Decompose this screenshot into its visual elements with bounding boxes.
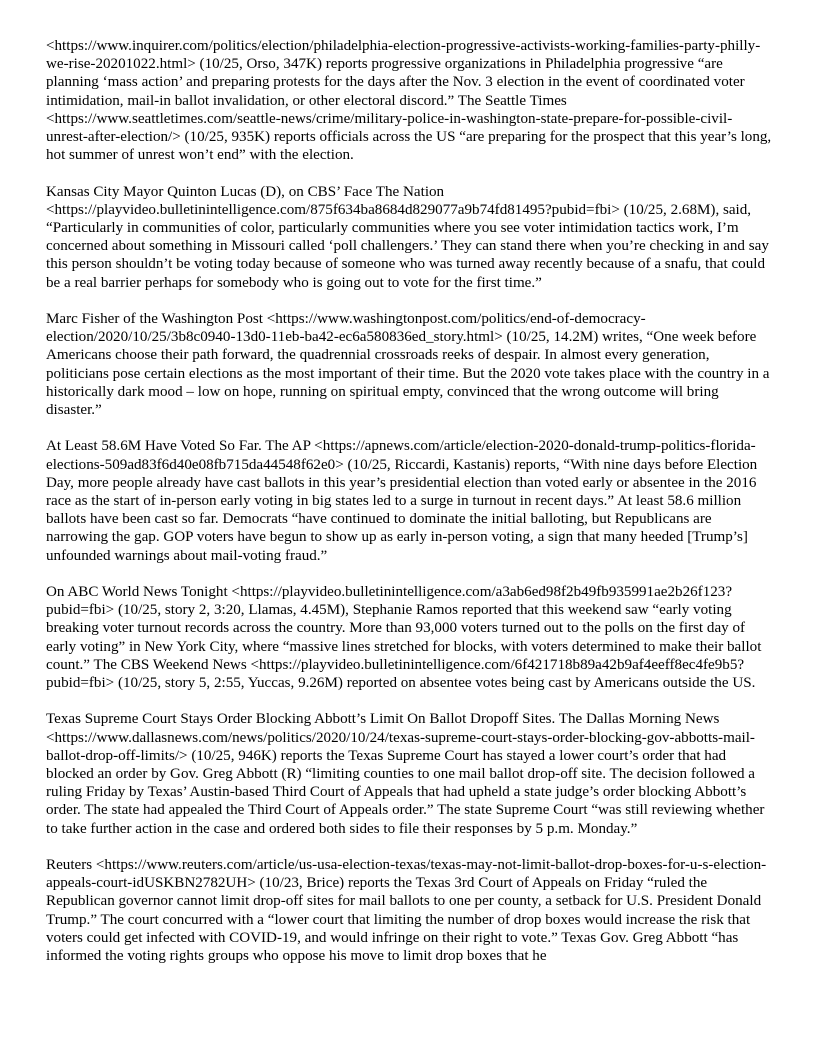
paragraph-marc-fisher: Marc Fisher of the Washington Post <https://www.washingtonpost.com/politics/end-of-democracy-election/2020/10/25/3b8c0940-13d0-11eb-ba42-ec6a580836ed_story.html> (10/25, 14.2M) writes, “One week before Americans choose their path forward, the quadrennial crossroads reeks of despair. In almost every generation, politicians pose certain elections as the most important of their time. But the 2020 vote takes place with the country in a historically dark mood – low on hope, running on spiritual empty, convinced that the wrong outcome will bring disaster.” (46, 311, 770, 419)
paragraph-texas-supreme-court: Texas Supreme Court Stays Order Blocking Abbott’s Limit On Ballot Dropoff Sites. The Dallas Morning News <https://www.dallasnews.com/news/politics/2020/10/24/texas-supreme-court-stays-order-blocking-gov-abbotts-mail-ballot-drop-off-limits/> (10/25, 946K) reports the Texas Supreme Court has stayed a lower court’s order that had blocked an order by Gov. Greg Abbott (R) “limiting counties to one mail ballot drop-off site. The decision followed a ruling Friday by Texas’ Austin-based Third Court of Appeals that had upheld a state judge’s order blocking Abbott’s order. The state had appealed the Third Court of Appeals order.” The state Supreme Court “was still reviewing whether to take further action in the case and ordered both sides to file their responses by 5 p.m. Monday.” (46, 711, 765, 837)
document-page (46, 37, 772, 965)
paragraph-protest-preparations: <https://www.inquirer.com/politics/election/philadelphia-election-progressive-activists-working-families-party-philly-we-rise-20201022.html> (10/25, Orso, 347K) reports progressive organizations in Philadelphia progressive “are planning ‘mass action’ and preparing protests for the days after the Nov. 3 election in the event of coordinated voter intimidation, mail-in ballot invalidation, or other electoral discord.” The Seattle Times <https://www.seattletimes.com/seattle-news/crime/military-police-in-washington-state-prepare-for-possible-civil-unrest-after-election/> (10/25, 935K) reports officials across the US “are preparing for the prospect that this year’s long, hot summer of unrest won’t end” with the election. (46, 38, 772, 164)
paragraph-early-voting-totals: At Least 58.6M Have Voted So Far. The AP <https://apnews.com/article/election-2020-donald-trump-politics-florida-elections-509ad83f6d40e08fb715da44548f62e0> (10/25, Riccardi, Kastanis) reports, “With nine days before Election Day, more people already have cast ballots in this year’s presidential election than voted early or absentee in the 2016 race as the start of in-person early voting in big states led to a surge in turnout in recent days.” At least 58.6 million ballots have been cast so far. Democrats “have continued to dominate the initial balloting, but Republicans are narrowing the gap. GOP voters have begun to show up as early in-person voting, a sign that many heeded [Trump’s] unfounded warnings about mail-voting fraud.” (46, 438, 758, 564)
paragraph-reuters-appeals: Reuters <https://www.reuters.com/article/us-usa-election-texas/texas-may-not-limit-ballot-drop-boxes-for-u-s-election-appeals-court-idUSKBN2782UH> (10/23, Brice) reports the Texas 3rd Court of Appeals on Friday “ruled the Republican governor cannot limit drop-off sites for mail ballots to one per county, a setback for U.S. President Donald Trump.” The court concurred with a “lower court that limiting the number of drop boxes would increase the risk that voters could get infected with COVID-19, and would infringe on their right to vote.” Texas Gov. Greg Abbott “has informed the voting rights groups who oppose his move to limit drop boxes that he (46, 857, 767, 965)
paragraph-kansas-city-mayor: Kansas City Mayor Quinton Lucas (D), on CBS’ Face The Nation <https://playvideo.bulletinintelligence.com/875f634ba8684d829077a9b74fd81495?pubid=fbi> (10/25, 2.68M), said, “Particularly in communities of color, particularly communities where you see voter intimidation tactics work, I’m concerned about something in Missouri called ‘poll challengers.’ They can stand there when you’re checking in and say this person shouldn’t be voting today because of someone who was turned away recently because of a snafu, that could be a real barrier perhaps for somebody who is going out to vote for the first time.” (46, 183, 769, 291)
paragraph-abc-world-news: On ABC World News Tonight <https://playvideo.bulletinintelligence.com/a3ab6ed98f2b49fb935991ae2b26f123?pubid=fbi> (10/25, story 2, 3:20, Llamas, 4.45M), Stephanie Ramos reported that this weekend saw “early voting breaking voter turnout records across the country. More than 93,000 voters turned out to the polls on the first day of early voting” in New York City, where “massive lines stretched for blocks, with voters determined to make their ballot count.” The CBS Weekend News <https://playvideo.bulletinintelligence.com/6f421718b89a42b9af4eeff8ec4fe9b5?pubid=fbi> (10/25, story 5, 2:55, Yuccas, 9.26M) reported on absentee votes being cast by Americans outside the US. (46, 584, 762, 692)
